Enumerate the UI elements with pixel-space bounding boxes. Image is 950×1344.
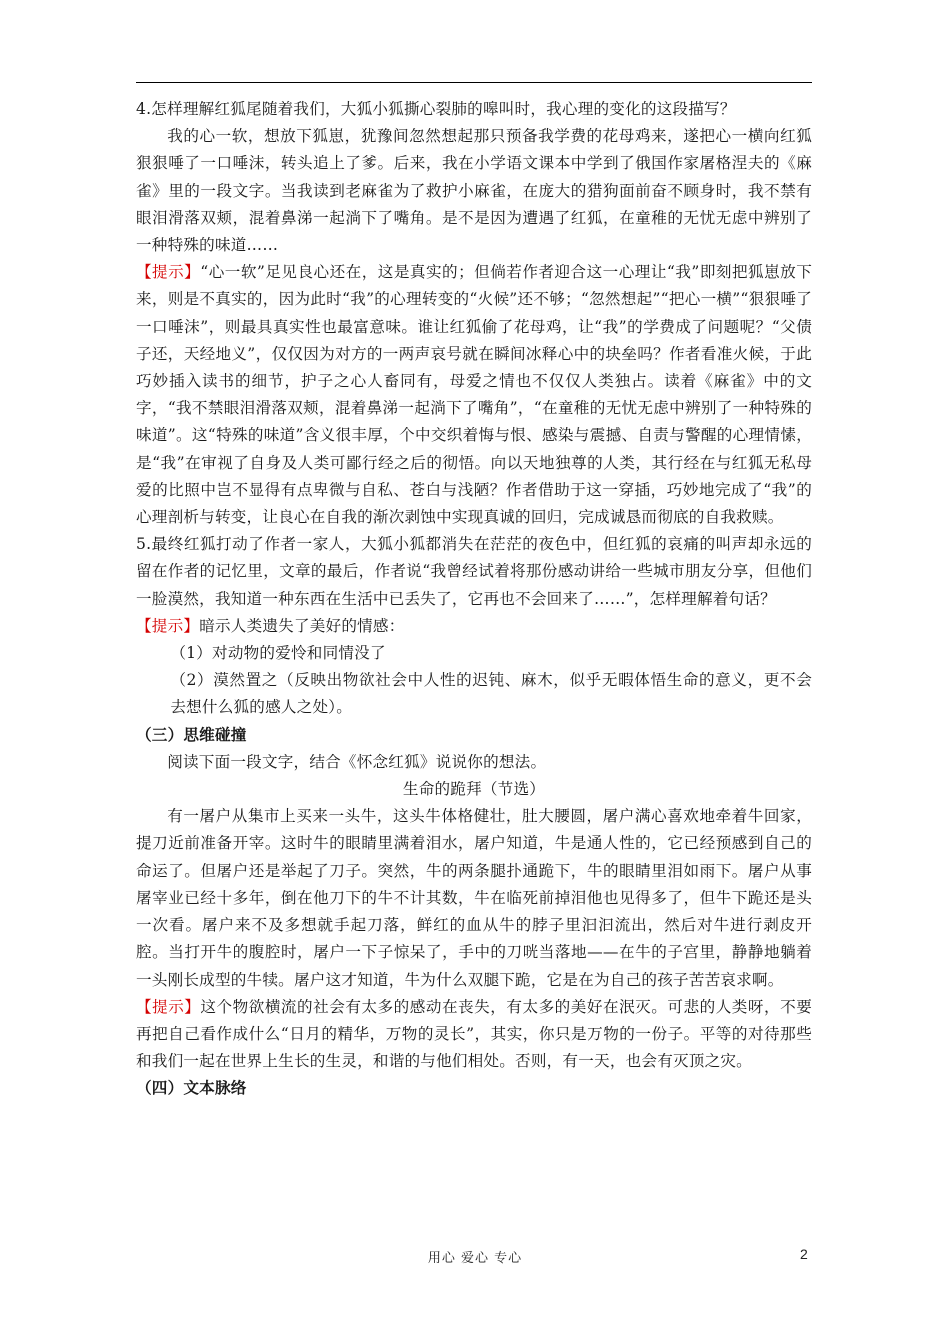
header-rule — [136, 82, 812, 83]
tip-text: 这个物欲横流的社会有太多的感动在丧失，有太多的美好在泯灭。可悲的人类呀，不要再把自己看作成什么“日月的精华，万物的灵长”，其实，你只是万物的一份子。平等的对待那些和我们一起在世界上生长的生灵，和谐的与他们相处。否则，有一天，也会有灭顶之灾。 — [136, 997, 812, 1071]
passage-paragraph: 有一屠户从集市上买来一头牛，这头牛体格健壮，肚大腰圆，屠户满心喜欢地牵着牛回家，提刀近前准备开宰。这时牛的眼睛里满着泪水，屠户知道，牛是通人性的，它已经预感到自己的命运了。但屠户还是举起了刀子。突然，牛的两条腿扑通跪下，牛的眼睛里泪如雨下。屠户从事屠宰业已经十多年，倒在他刀下的牛不计其数，牛在临死前掉泪他也见得多了，但牛下跪还是头一次看。屠户来不及多想就手起刀落，鲜红的血从牛的脖子里汩汩流出，然后对牛进行剥皮开腔。当打开牛的腹腔时，屠户一下子惊呆了，手中的刀咣当落地——在牛的子宫里，静静地躺着一头刚长成型的牛犊。屠户这才知道，牛为什么双腿下跪，它是在为自己的孩子苦苦哀求啊。 — [136, 807, 812, 989]
tip-text: “心一软”足见良心还在，这是真实的；但倘若作者迎合这一心理让“我”即刻把狐崽放下来，则是不真实的，因为此时“我”的心理转变的“火候”还不够；“忽然想起”“把心一横”“狠狠唾了一口唾沫”，则最具真实性也最富意味。谁让红狐偷了花母鸡，让“我”的学费成了问题呢？“父债子还，天经地义”，仅仅因为对方的一两声哀号就在瞬间冰释心中的块垒吗？作者看准火候，于此巧妙插入读书的细节，护子之心人畜同有，母爱之情也不仅仅人类独占。读着《麻雀》中的文字，“我不禁眼泪滑落双颊，混着鼻涕一起淌下了嘴角”，“在童稚的无忧无虑中辨别了一种特殊的味道”。这“特殊的味道”含义很丰厚，个中交织着悔与恨、感染与震撼、自责与警醒的心理情愫，是“我”在审视了自身及人类可鄙行经之后的彻悟。向以天地独尊的人类，其行经在与红狐无私母爱的比照中岂不显得有点卑微与自私、苍白与浅陋？作者借助于这一穿插，巧妙地完成了“我”的心理剖析与转变，让良心在自我的渐次剥蚀中实现真诚的回归，完成诚恳而彻底的自我救赎。 — [136, 263, 812, 527]
tip-point-2-text: （2）漠然置之（反映出物欲社会中人性的迟钝、麻木，似乎无暇体悟生命的意义，更不会去想什么狐的感人之处）。 — [170, 671, 812, 717]
passage-title: 生命的跪拜（节选） — [402, 780, 546, 799]
tip-label: 【提示】 — [136, 616, 200, 635]
tip-label: 【提示】 — [136, 997, 201, 1016]
page-number: 2 — [800, 1246, 808, 1262]
tip-point-1: （1）对动物的爱怜和同情没了 — [170, 644, 386, 663]
question-5: 5.最终红狐打动了作者一家人，大狐小狐都消失在茫茫的夜色中，但红狐的哀痛的叫声却永远的留在作者的记忆里，文章的最后，作者说“我曾经试着将那份感动讲给一些城市朋友分享，但他们一脸漠然，我知道一种东西在生活中已丢失了，它再也不会回来了……”，怎样理解着句话？ — [136, 535, 812, 608]
question-4: 4.怎样理解红狐尾随着我们，大狐小狐撕心裂肺的嗥叫时，我心理的变化的这段描写？ — [136, 100, 736, 118]
tip-paragraph-section3 — [136, 994, 812, 1076]
section-instruction: 阅读下面一段文字，结合《怀念红狐》说说你的想法。 — [167, 752, 547, 771]
footer-motto: 用心 爱心 专心 — [427, 1251, 523, 1266]
tip-paragraph-q4 — [136, 259, 812, 531]
tip-paragraph-q5 — [136, 613, 812, 640]
tip-label: 【提示】 — [136, 263, 201, 282]
tip-point-2 — [136, 667, 812, 721]
document-body — [136, 96, 812, 1103]
section-heading-4: （四）文本脉络 — [136, 1079, 247, 1098]
section-heading-3: （三）思维碰撞 — [136, 725, 247, 744]
excerpt-paragraph: 我的心一软，想放下狐崽，犹豫间忽然想起那只预备我学费的花母鸡来，遂把心一横向红狐狠狠唾了一口唾沫，转头追上了爹。后来，我在小学语文课本中学到了俄国作家屠格涅夫的《麻雀》里的一段文字。当我读到老麻雀为了救护小麻雀，在庞大的猎狗面前奋不顾身时，我不禁有眼泪滑落双颊，混着鼻涕一起淌下了嘴角。是不是因为遭遇了红狐，在童稚的无忧无虑中辨别了一种特殊的味道…… — [136, 127, 812, 255]
tip-text: 暗示人类遗失了美好的情感： — [199, 616, 405, 635]
